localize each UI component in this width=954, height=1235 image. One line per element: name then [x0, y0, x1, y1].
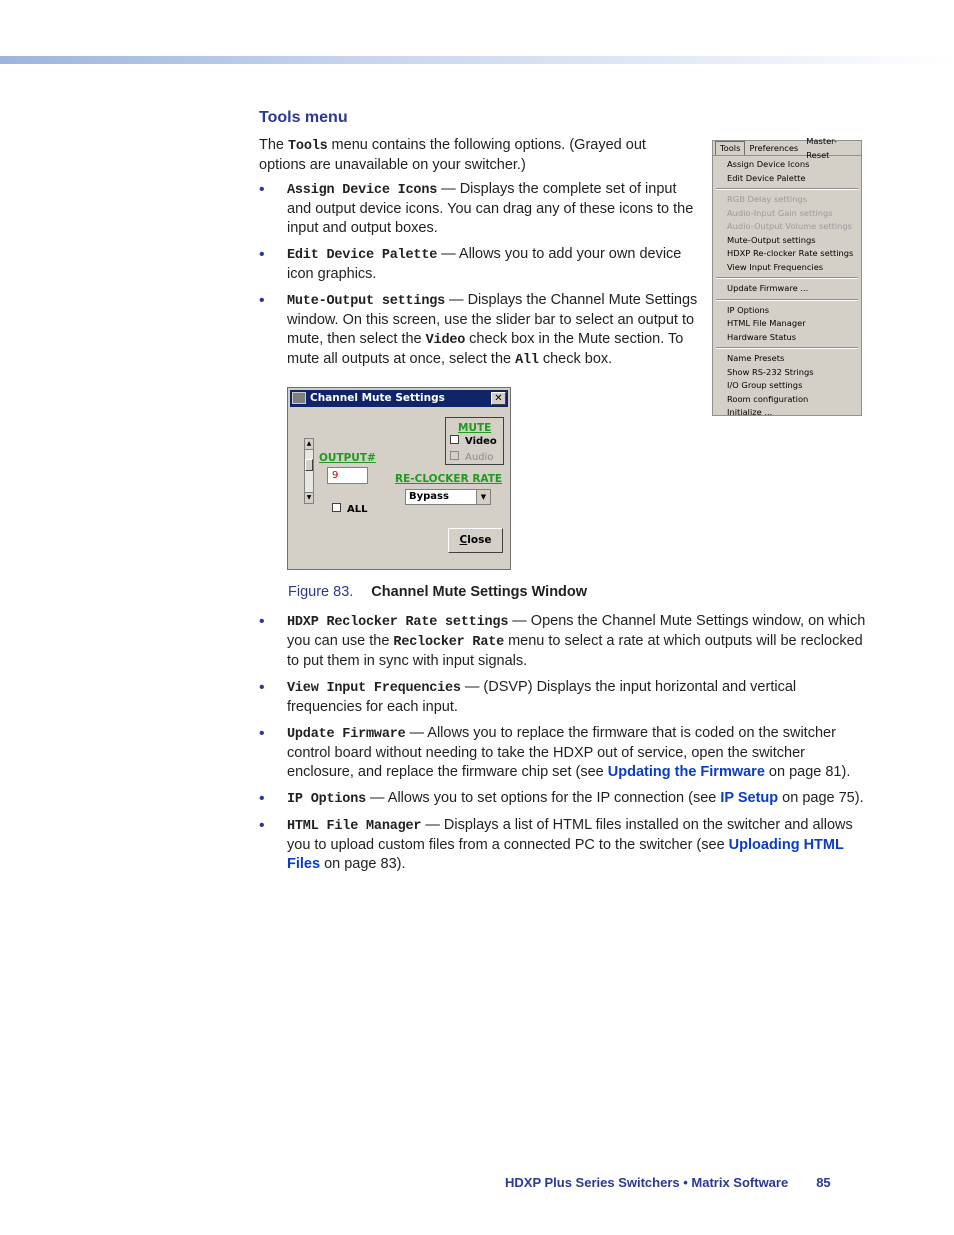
output-label: OUTPUT# [319, 452, 376, 464]
menu-separator [716, 277, 858, 279]
list-item: • Edit Device Palette — Allows you to add your own device icon graphics. [259, 245, 701, 284]
video-checkbox[interactable] [450, 435, 459, 444]
list-item: • Assign Device Icons — Displays the complete set of input and output device icons. You can drag any of these icons to the input and output boxes. [259, 180, 701, 238]
link-uploading-html-files[interactable]: Uploading HTML Files [287, 837, 844, 872]
menu-item[interactable]: Show RS-232 Strings [727, 366, 814, 377]
mute-group [445, 417, 504, 465]
chevron-up-icon[interactable]: ▲ [305, 439, 313, 450]
chevron-down-icon[interactable]: ▼ [306, 494, 312, 501]
menu-item[interactable]: Edit Device Palette [727, 172, 806, 183]
menu-item[interactable]: I/O Group settings [727, 380, 803, 390]
menu-separator [716, 347, 858, 349]
page-footer [505, 1173, 831, 1192]
list-item: • HDXP Reclocker Rate settings — Opens the Channel Mute Settings window, on which you can use the Reclocker Rate menu to select a rate at which outputs will be reclocked to put them in sync with input signals. [259, 612, 869, 671]
slider-thumb[interactable] [305, 459, 313, 471]
figure-title: Channel Mute Settings Window [371, 584, 588, 600]
audio-label: Audio [465, 452, 494, 463]
page-number: 85 [816, 1175, 831, 1190]
menu-item-disabled: Audio-Output Volume settings [727, 221, 853, 231]
menu-bar [713, 136, 861, 160]
list-item: • View Input Frequencies — (DSVP) Displays the input horizontal and vertical frequencies for each input. [259, 678, 869, 717]
menu-item[interactable]: Hardware Status [727, 331, 797, 342]
link-ip-setup[interactable]: IP Setup [720, 790, 779, 806]
figure-caption [288, 583, 587, 602]
tools-options-list-1 [259, 180, 701, 377]
window-title-bar [290, 390, 508, 407]
window-title: Channel Mute Settings [310, 392, 445, 404]
chevron-down-icon[interactable]: ▼ [476, 490, 490, 504]
menu-item-disabled: Audio-Input Gain settings [727, 207, 833, 218]
menu-item[interactable]: Initialize ... [727, 407, 773, 417]
menu-master-reset[interactable]: Master-Reset [806, 136, 838, 160]
menu-item[interactable]: HDXP Re-clocker Rate settings [727, 248, 854, 258]
link-updating-firmware[interactable]: Updating the Firmware [607, 764, 765, 780]
output-number-field[interactable]: 9 [327, 467, 368, 484]
menu-item[interactable]: HTML File Manager [727, 318, 806, 328]
menu-item[interactable]: Room configuration [727, 393, 809, 404]
footer-title: HDXP Plus Series Switchers • Matrix Software [505, 1175, 789, 1190]
menu-separator [716, 188, 858, 190]
close-button[interactable]: Close [448, 528, 503, 553]
video-label: Video [465, 436, 497, 447]
menu-item[interactable]: Mute-Output settings [727, 234, 816, 245]
mute-label: MUTE [458, 422, 492, 434]
list-item: • Update Firmware — Allows you to replace the firmware that is coded on the switcher control board without needing to take the HDXP out of service, open the switcher enclosure, and replace the firmware chip set (see Updating the Firmware on page 81). [259, 724, 869, 782]
section-title: Tools menu [259, 109, 348, 126]
menu-preferences[interactable]: Preferences [749, 143, 799, 153]
menu-item[interactable]: IP Options [727, 304, 770, 315]
app-icon [292, 392, 306, 404]
list-item: • IP Options — Allows you to set options for the IP connection (see IP Setup on page 75). [259, 789, 869, 809]
list-item: • HTML File Manager — Displays a list of HTML files installed on the switcher and allows you to upload custom files from a connected PC to the switcher (see Uploading HTML Files on page 83). [259, 816, 869, 874]
menu-dropdown [713, 156, 861, 420]
reclocker-rate-label: RE-CLOCKER RATE [395, 473, 503, 485]
menu-item-disabled: RGB Delay settings [727, 194, 808, 204]
audio-checkbox [450, 451, 459, 460]
menu-tools[interactable]: Tools [715, 141, 745, 155]
intro-paragraph: The Tools menu contains the following options. (Grayed out options are unavailable on your switcher.) [259, 137, 646, 173]
close-icon[interactable]: ✕ [491, 392, 506, 405]
code-tools: Tools [288, 139, 328, 154]
reclocker-rate-select[interactable]: Bypass ▼ [405, 489, 491, 505]
menu-item[interactable]: View Input Frequencies [727, 261, 824, 272]
menu-separator [716, 299, 858, 301]
header-gradient-bar [0, 56, 954, 64]
channel-mute-settings-window [287, 387, 511, 570]
tools-options-list-2 [259, 612, 869, 881]
menu-item[interactable]: Assign Device Icons [727, 159, 810, 169]
figure-number: Figure 83. [288, 584, 354, 600]
menu-item[interactable]: Update Firmware ... [727, 283, 809, 293]
tools-menu-screenshot [712, 136, 862, 417]
list-item: • Mute-Output settings — Displays the Channel Mute Settings window. On this screen, use the slider bar to select an output to mute, then select the Video check box in the Mute section. To mute all outputs at once, select the All check box. [259, 291, 701, 370]
all-checkbox[interactable] [332, 503, 341, 512]
menu-item[interactable]: Name Presets [727, 353, 785, 363]
all-label: ALL [347, 504, 368, 515]
output-slider[interactable] [304, 438, 314, 504]
